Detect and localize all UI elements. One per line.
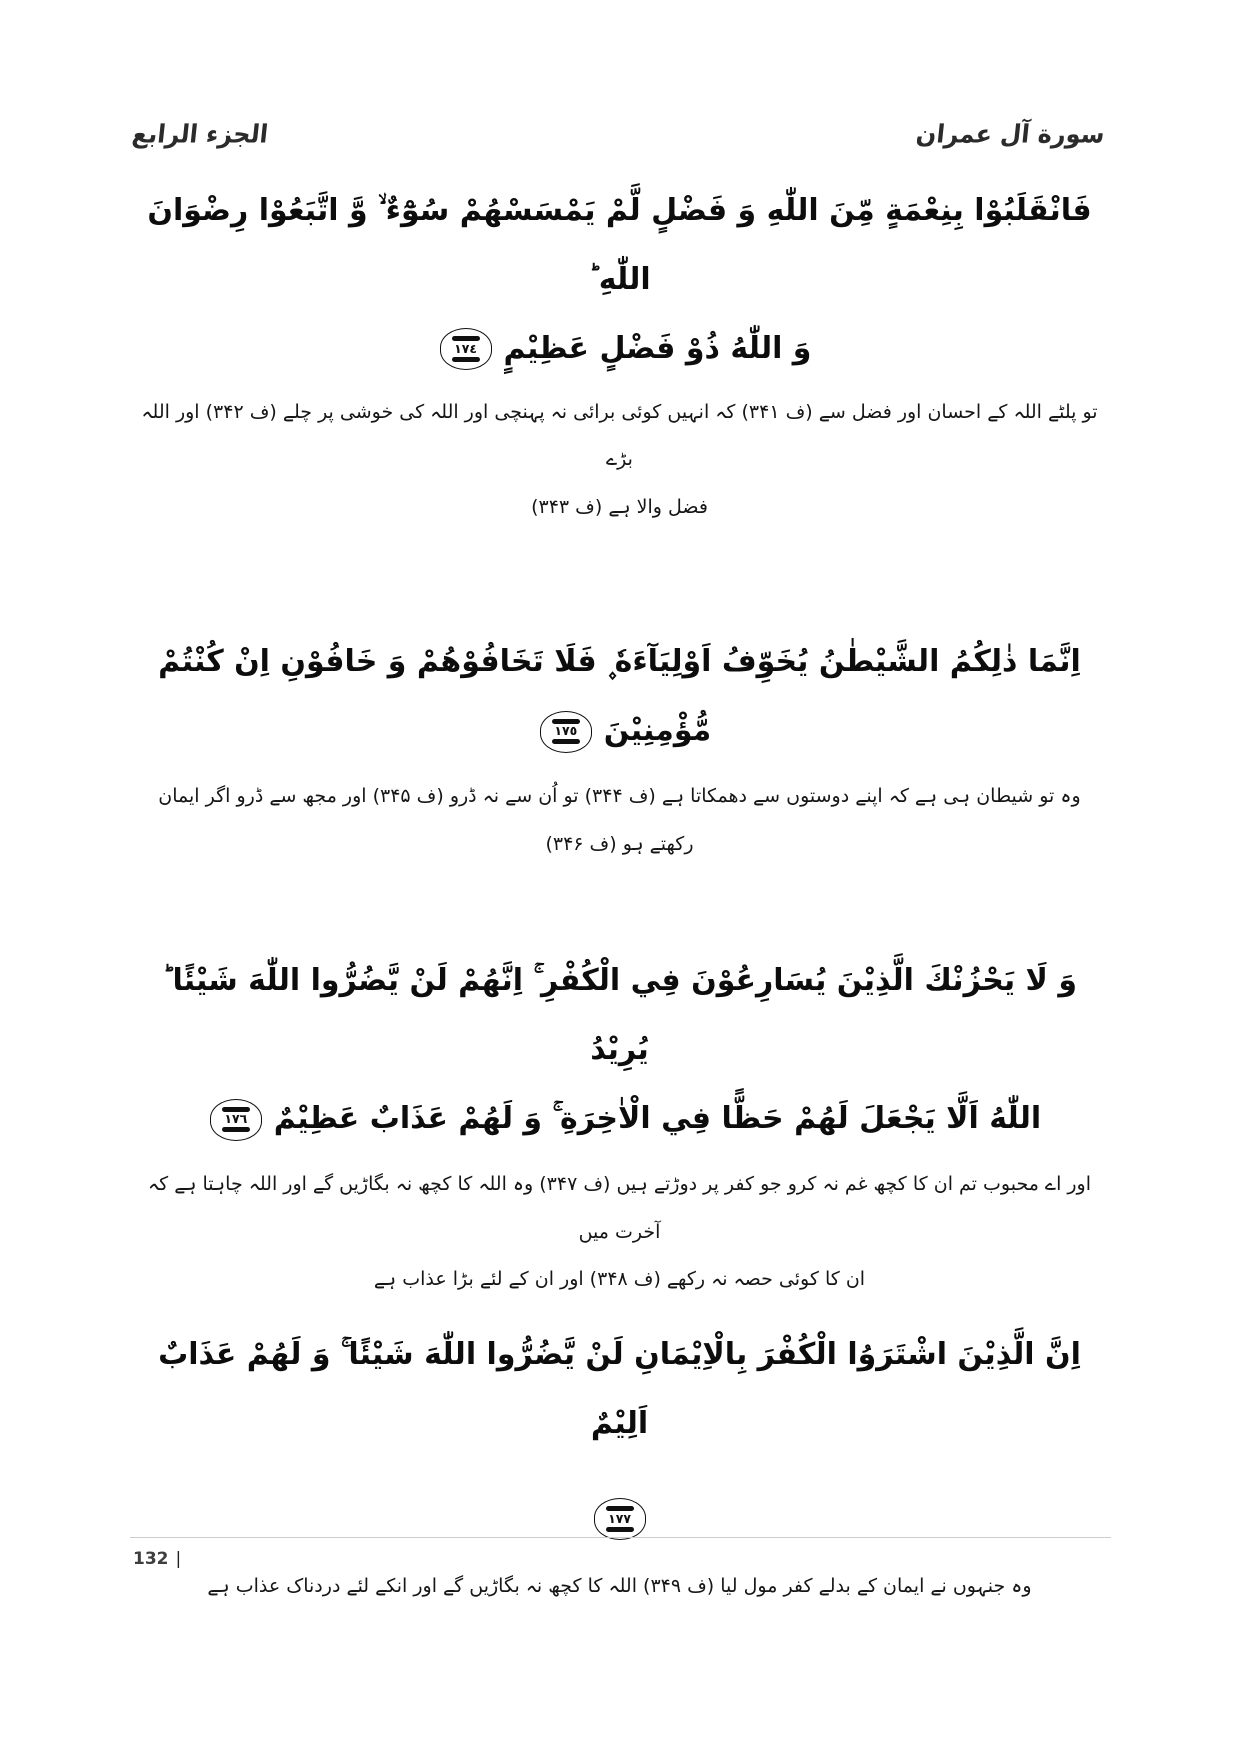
verse-number: ١٧٥ [554,723,578,739]
arabic-verse-177 [128,1320,1111,1553]
arabic-verse-text: وَ اللّٰهُ ذُوْ فَضْلٍ عَظِيْمٍ [503,330,812,366]
arabic-verse-176 [128,946,1111,1153]
urdu-translation-line: وہ جنہوں نے ایمان کے بدلے کفر مول لیا (ف ۳۴۹) اللہ کا کچھ نہ بگاڑیں گے اور انکے لئے دردناک عذاب ہے [207,1574,1032,1597]
urdu-translation-line: فضل والا ہے (ف ۳۴۳) [531,495,708,518]
arabic-verse-line: اِنَّ الَّذِيْنَ اشْتَرَوُا الْكُفْرَ بِالْاِيْمَانِ لَنْ يَّضُرُّوا اللّٰهَ شَيْئًا ۚ وَ لَهُمْ عَذَابٌ اَلِيْمٌ [158,1336,1081,1441]
verse-end-marker [594,1498,646,1540]
urdu-translation-line: رکھتے ہو (ف ۳۴۶) [545,832,694,855]
verse-end-marker [540,711,592,753]
urdu-translation-line: اور اے محبوب تم ان کا کچھ غم نہ کرو جو کفر پر دوڑتے ہیں (ف ۳۴۷) وہ اللہ کا کچھ نہ بگاڑیں گے اور اللہ چاہتا ہے کہ آخرت میں [147,1173,1092,1243]
page-number-value: 132 [133,1549,169,1569]
verse-number: ١٧٧ [608,1510,631,1526]
verse-number: ١٧٦ [224,1111,248,1127]
arabic-verse-line [128,314,1111,383]
surah-title-calligraphy: سورة آل عمران [915,119,1107,149]
urdu-translation-174 [128,389,1111,532]
urdu-translation-175 [128,773,1111,868]
verse-end-marker [440,328,492,370]
page-header [0,0,1239,152]
juz-title-calligraphy: الجزء الرابع [130,119,270,149]
arabic-verse-text: مُّؤْمِنِيْنَ [603,713,712,749]
verse-number: ١٧٤ [454,340,477,356]
arabic-verse-text: اللّٰهُ اَلَّا يَجْعَلَ لَهُمْ حَظًّا فِي الْاٰخِرَةِ ۚ وَ لَهُمْ عَذَابٌ عَظِيْمٌ [273,1101,1042,1137]
page-content [0,176,1239,1611]
urdu-translation-line: وہ تو شیطان ہی ہے کہ اپنے دوستوں سے دھمکاتا ہے (ف ۳۴۴) تو اُن سے نہ ڈرو (ف ۳۴۵) اور مجھ سے ڈرو اگر ایمان [158,785,1081,808]
arabic-verse-line: فَانْقَلَبُوْا بِنِعْمَةٍ مِّنَ اللّٰهِ وَ فَضْلٍ لَّمْ يَمْسَسْهُمْ سُوْٓءٌ ۙ وَّ اتَّبَعُوْا رِضْوَانَ اللّٰهِ ؕ [147,192,1092,297]
urdu-translation-176 [128,1161,1111,1304]
page-number-separator: | [175,1549,182,1569]
page-number [133,1549,181,1569]
arabic-verse-line [128,696,1111,765]
arabic-verse-174 [128,176,1111,383]
arabic-verse-line [128,1084,1111,1153]
urdu-translation-line: تو پلٹے اللہ کے احسان اور فضل سے (ف ۳۴۱) کہ انہیں کوئی برائی نہ پہنچی اور اللہ کی خوشی پر چلے (ف ۳۴۲) اور اللہ بڑے [141,400,1098,471]
verse-end-marker-row [128,1484,1111,1553]
verse-end-marker [210,1099,262,1141]
arabic-verse-175 [128,627,1111,765]
arabic-verse-line: وَ لَا يَحْزُنْكَ الَّذِيْنَ يُسَارِعُوْنَ فِي الْكُفْرِ ۚ اِنَّهُمْ لَنْ يَّضُرُّوا اللّٰهَ شَيْئًا ؕ يُرِيْدُ [162,963,1077,1068]
urdu-translation-177 [128,1563,1111,1611]
arabic-verse-line: اِنَّمَا ذٰلِكُمُ الشَّيْطٰنُ يُخَوِّفُ اَوْلِيَآءَهٗ ۪ فَلَا تَخَافُوْهُمْ وَ خَافُوْنِ اِنْ كُنْتُمْ [158,644,1081,680]
footer-divider [130,1537,1111,1538]
urdu-translation-line: ان کا کوئی حصہ نہ رکھے (ف ۳۴۸) اور ان کے لئے بڑا عذاب ہے [373,1268,866,1291]
